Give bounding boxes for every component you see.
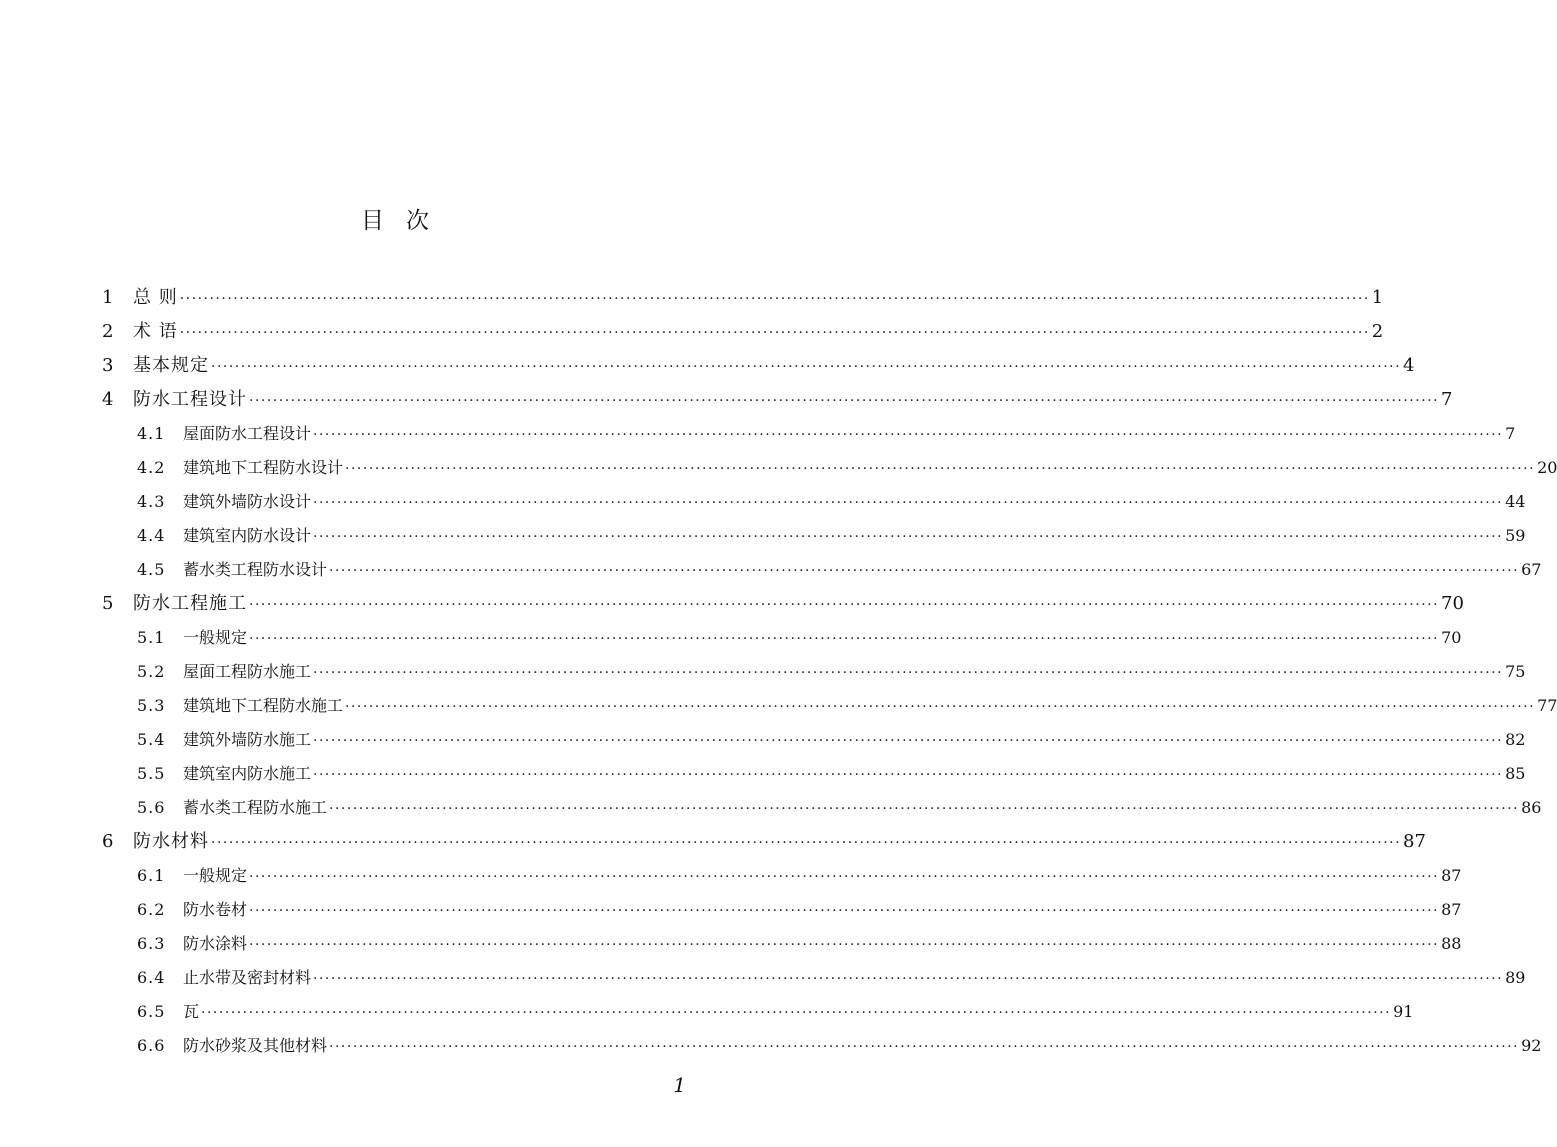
toc-entry-label: 建筑外墙防水施工 bbox=[183, 730, 312, 749]
toc-entry-page: 91 bbox=[1393, 1002, 1414, 1021]
toc-entry-page: 85 bbox=[1505, 764, 1526, 783]
toc-entry-label: 止水带及密封材料 bbox=[183, 968, 312, 987]
toc-entry[interactable] bbox=[137, 997, 1414, 1027]
toc-entry-number: 4.2 bbox=[137, 458, 166, 477]
toc-entry[interactable] bbox=[137, 759, 1526, 789]
toc-dot-leader: ········································································································································································································ bbox=[313, 665, 1504, 681]
toc-entry-number: 6.6 bbox=[137, 1036, 166, 1055]
toc-dot-leader: ········································································································································································································ bbox=[249, 869, 1440, 885]
toc-entry-number: 4.5 bbox=[137, 560, 166, 579]
toc-entry-page: 87 bbox=[1441, 900, 1462, 919]
toc-entry-label: 防水材料 bbox=[133, 831, 209, 852]
toc-entry-page: 4 bbox=[1403, 355, 1415, 376]
toc-entry-page: 1 bbox=[1371, 287, 1384, 308]
toc-entry-label: 建筑外墙防水设计 bbox=[183, 492, 312, 511]
toc-entry-label: 屋面工程防水施工 bbox=[183, 662, 312, 681]
toc-entry-page: 92 bbox=[1521, 1036, 1542, 1055]
toc-entry[interactable] bbox=[137, 555, 1542, 585]
toc-entry[interactable] bbox=[137, 1031, 1542, 1061]
toc-entry-number: 3 bbox=[102, 355, 114, 376]
toc-entry[interactable] bbox=[102, 317, 1384, 347]
toc-dot-leader: ········································································································································································································ bbox=[329, 1039, 1520, 1055]
toc-entry[interactable] bbox=[102, 589, 1464, 619]
toc-entry-label: 一般规定 bbox=[183, 866, 248, 885]
toc-dot-leader: ········································································································································································································ bbox=[249, 597, 1440, 613]
toc-dot-leader: ········································································································································································································ bbox=[329, 563, 1520, 579]
toc-entry-label: 防水砂浆及其他材料 bbox=[183, 1036, 328, 1055]
toc-entry-number: 4.1 bbox=[137, 424, 166, 443]
toc-entry-number: 2 bbox=[102, 321, 114, 342]
toc-entry-page: 86 bbox=[1521, 798, 1542, 817]
toc-entry-label: 总 则 bbox=[133, 287, 178, 308]
toc-entry[interactable] bbox=[102, 385, 1453, 415]
toc-dot-leader: ········································································································································································································ bbox=[345, 461, 1536, 477]
toc-entry-page: 82 bbox=[1505, 730, 1526, 749]
toc-entry-page: 87 bbox=[1441, 866, 1462, 885]
toc-entry-page: 7 bbox=[1441, 389, 1453, 410]
toc-entry[interactable] bbox=[137, 963, 1526, 993]
toc-entry[interactable] bbox=[137, 521, 1526, 551]
toc-entry[interactable] bbox=[137, 929, 1462, 959]
toc-entry-number: 6.1 bbox=[137, 866, 166, 885]
toc-dot-leader: ········································································································································································································ bbox=[313, 495, 1504, 511]
toc-dot-leader: ········································································································································································································ bbox=[249, 631, 1440, 647]
toc-entry[interactable] bbox=[137, 419, 1516, 449]
toc-entry-number: 4.4 bbox=[137, 526, 166, 545]
toc-entry-number: 5.2 bbox=[137, 662, 166, 681]
toc-entry[interactable] bbox=[137, 657, 1526, 687]
toc-entry-number: 5.5 bbox=[137, 764, 166, 783]
toc-entry[interactable] bbox=[102, 351, 1415, 381]
toc-entry-page: 59 bbox=[1505, 526, 1526, 545]
toc-dot-leader: ········································································································································································································ bbox=[313, 733, 1504, 749]
toc-dot-leader: ········································································································································································································ bbox=[249, 937, 1440, 953]
toc-dot-leader: ········································································································································································································ bbox=[211, 835, 1402, 851]
toc-entry[interactable] bbox=[137, 895, 1462, 925]
toc-entry-label: 一般规定 bbox=[183, 628, 248, 647]
toc-entry-number: 4.3 bbox=[137, 492, 166, 511]
toc-entry-page: 7 bbox=[1505, 424, 1516, 443]
toc-entry[interactable] bbox=[137, 691, 1557, 721]
toc-entry-page: 70 bbox=[1441, 593, 1464, 614]
toc-entry[interactable] bbox=[102, 827, 1426, 857]
toc-entry-number: 5.3 bbox=[137, 696, 166, 715]
toc-dot-leader: ········································································································································································································ bbox=[179, 325, 1370, 341]
toc-entry[interactable] bbox=[137, 793, 1542, 823]
toc-entry-label: 建筑室内防水施工 bbox=[183, 764, 312, 783]
page-number: 1 bbox=[673, 1073, 686, 1097]
toc-dot-leader: ········································································································································································································ bbox=[329, 801, 1520, 817]
toc-entry-label: 防水工程施工 bbox=[133, 593, 247, 614]
toc-dot-leader: ········································································································································································································ bbox=[249, 393, 1440, 409]
toc-dot-leader: ········································································································································································································ bbox=[179, 291, 1370, 307]
toc-entry[interactable] bbox=[137, 861, 1462, 891]
toc-dot-leader: ········································································································································································································ bbox=[313, 767, 1504, 783]
toc-entry-page: 67 bbox=[1521, 560, 1542, 579]
toc-entry-number: 5.1 bbox=[137, 628, 166, 647]
toc-entry-label: 屋面防水工程设计 bbox=[183, 424, 312, 443]
toc-entry-label: 防水卷材 bbox=[183, 900, 248, 919]
toc-dot-leader: ········································································································································································································ bbox=[313, 529, 1504, 545]
toc-entry-page: 75 bbox=[1505, 662, 1526, 681]
toc-entry-page: 77 bbox=[1537, 696, 1557, 715]
toc-entry[interactable] bbox=[137, 453, 1557, 483]
toc-entry-label: 防水涂料 bbox=[183, 934, 248, 953]
toc-entry-page: 70 bbox=[1441, 628, 1462, 647]
toc-dot-leader: ········································································································································································································ bbox=[313, 971, 1504, 987]
toc-entry-number: 5.6 bbox=[137, 798, 166, 817]
toc-entry-number: 6.5 bbox=[137, 1002, 166, 1021]
toc-entry-number: 6.2 bbox=[137, 900, 166, 919]
toc-entry-label: 基本规定 bbox=[133, 355, 209, 376]
toc-entry[interactable] bbox=[137, 725, 1526, 755]
toc-entry-number: 5.4 bbox=[137, 730, 166, 749]
toc-entry[interactable] bbox=[137, 623, 1462, 653]
toc-entry-page: 44 bbox=[1505, 492, 1526, 511]
toc-entry-number: 4 bbox=[102, 389, 114, 410]
toc-entry-label: 蓄水类工程防水施工 bbox=[183, 798, 328, 817]
toc-title: 目次 bbox=[361, 208, 451, 234]
toc-entry-number: 6.3 bbox=[137, 934, 166, 953]
toc-entry-page: 89 bbox=[1505, 968, 1526, 987]
toc-entry[interactable] bbox=[102, 283, 1384, 313]
toc-dot-leader: ········································································································································································································ bbox=[345, 699, 1536, 715]
toc-entry-label: 建筑地下工程防水设计 bbox=[183, 458, 344, 477]
toc-entry-label: 蓄水类工程防水设计 bbox=[183, 560, 328, 579]
toc-entry[interactable] bbox=[137, 487, 1526, 517]
toc-entry-page: 88 bbox=[1441, 934, 1462, 953]
toc-entry-page: 2 bbox=[1371, 321, 1384, 342]
toc-dot-leader: ········································································································································································································ bbox=[211, 359, 1402, 375]
toc-entry-label: 瓦 bbox=[183, 1002, 200, 1021]
toc-dot-leader: ········································································································································································································ bbox=[249, 903, 1440, 919]
toc-dot-leader: ········································································································································································································ bbox=[201, 1005, 1392, 1021]
toc-entry-page: 87 bbox=[1403, 831, 1426, 852]
toc-entry-label: 建筑地下工程防水施工 bbox=[183, 696, 344, 715]
toc-entry-number: 6.4 bbox=[137, 968, 166, 987]
toc-dot-leader: ········································································································································································································ bbox=[313, 427, 1504, 443]
toc-entry-number: 1 bbox=[102, 287, 114, 308]
toc-entry-label: 防水工程设计 bbox=[133, 389, 247, 410]
toc-entry-label: 术 语 bbox=[133, 321, 178, 342]
toc-entry-label: 建筑室内防水设计 bbox=[183, 526, 312, 545]
toc-entry-number: 6 bbox=[102, 831, 114, 852]
toc-entry-page: 20 bbox=[1537, 458, 1557, 477]
toc-entry-number: 5 bbox=[102, 593, 114, 614]
